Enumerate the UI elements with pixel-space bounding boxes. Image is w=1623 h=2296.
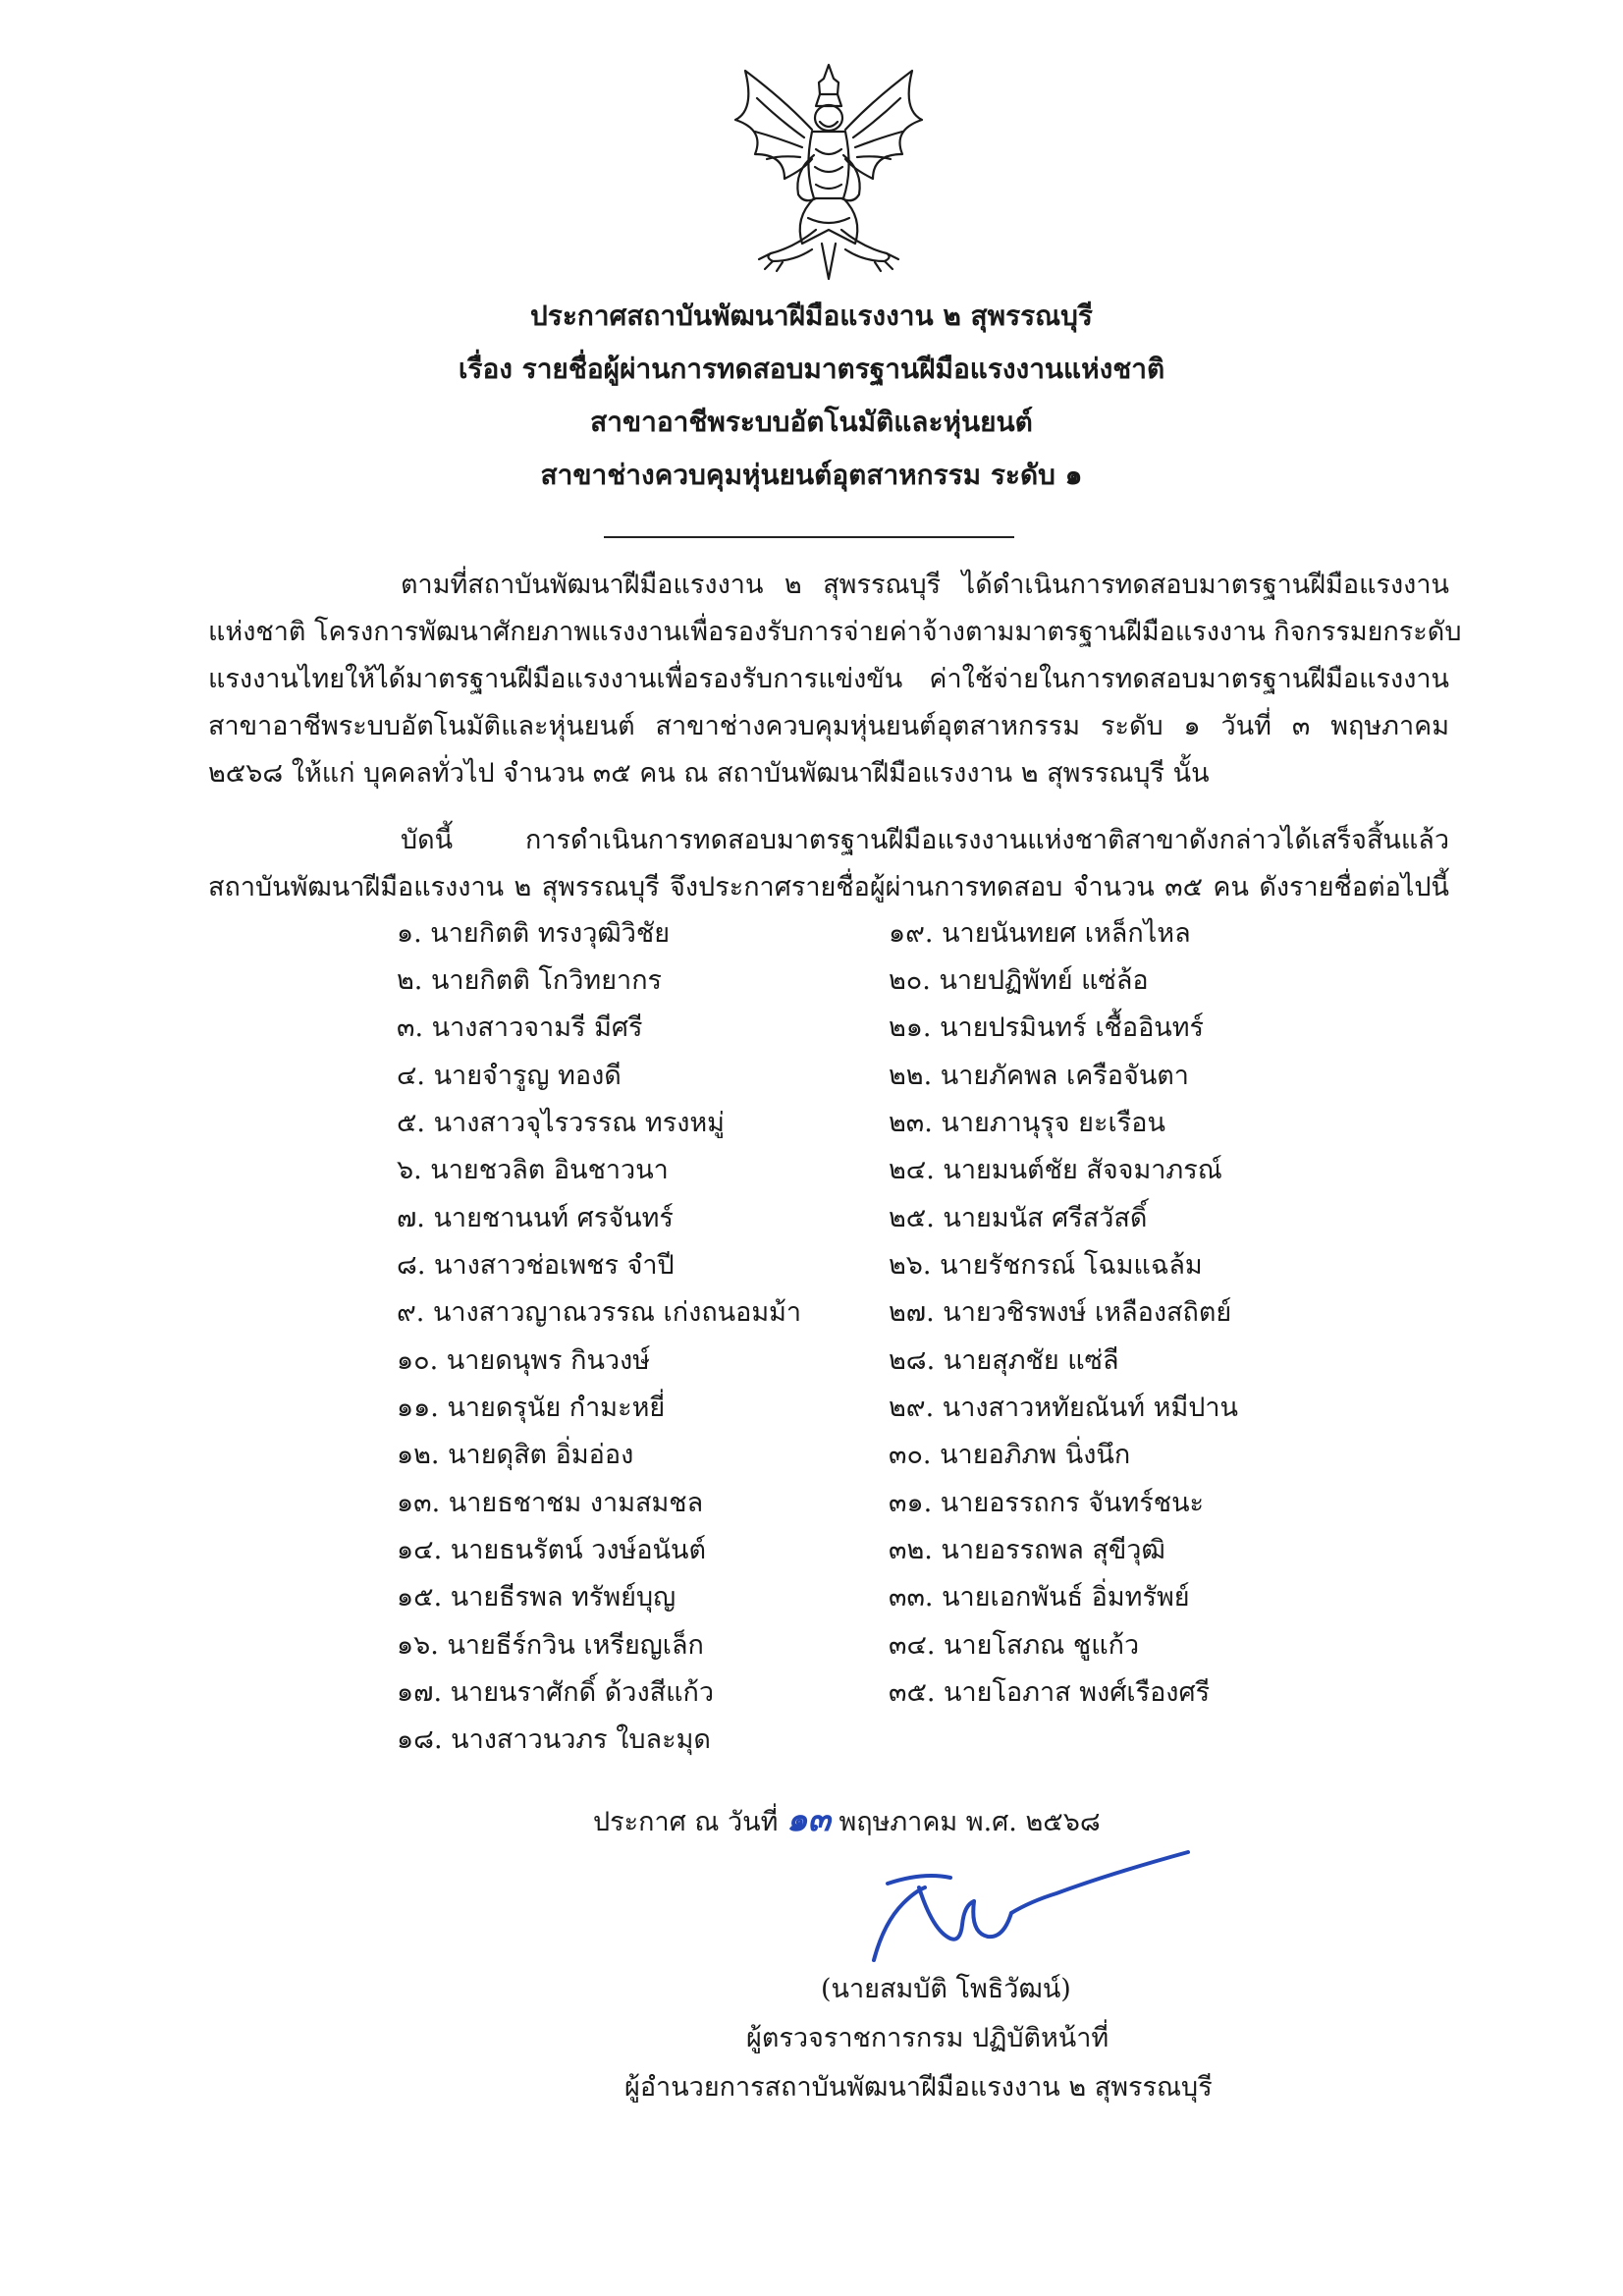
list-item: ๒๙. นางสาวหทัยณันท์ หมีปาน <box>889 1393 1238 1423</box>
list-item: ๓๐. นายอภิภพ นิ่งนึก <box>889 1440 1131 1470</box>
list-item: ๑๓. นายธชาชม งามสมชล <box>397 1488 704 1518</box>
date-day-handwritten: ๑๓ <box>786 1800 831 1839</box>
list-item: ๒๑. นายปรมินทร์ เชื้ออินทร์ <box>889 1012 1205 1043</box>
list-item: ๓. นางสาวจามรี มีศรี <box>397 1012 643 1043</box>
list-item: ๓๒. นายอรรถพล สุขีวุฒิ <box>889 1535 1165 1565</box>
date-prefix: ประกาศ ณ วันที่ <box>593 1807 779 1837</box>
paragraph-1-line-2: แห่งชาติ โครงการพัฒนาศักยภาพแรงงานเพื่อรองรับการจ่ายค่าจ้างตามมาตรฐานฝีมือแรงงาน กิจกรรมยกระดับ <box>208 617 1462 647</box>
announcement-subject: เรื่อง รายชื่อผู้ผ่านการทดสอบมาตรฐานฝีมือแรงงานแห่งชาติ <box>458 353 1165 385</box>
paragraph-2-line-2: สถาบันพัฒนาฝีมือแรงงาน ๒ สุพรรณบุรี จึงประกาศรายชื่อผู้ผ่านการทดสอบ จำนวน ๓๕ คน ดังรายชื่อต่อไปนี้ <box>208 872 1449 902</box>
garuda-emblem-icon <box>726 61 932 282</box>
paragraph-1-line-5: ๒๕๖๘ ให้แก่ บุคคลทั่วไป จำนวน ๓๕ คน ณ สถาบันพัฒนาฝีมือแรงงาน ๒ สุพรรณบุรี นั้น <box>208 758 1210 789</box>
list-item: ๙. นางสาวญาณวรรณ เก่งถนอมม้า <box>397 1297 802 1328</box>
list-item: ๑๐. นายดนุพร กินวงษ์ <box>397 1345 651 1376</box>
signatory-title-2: ผู้อำนวยการสถาบันพัฒนาฝีมือแรงงาน ๒ สุพรรณบุรี <box>624 2072 1213 2103</box>
list-item: ๑๙. นายนันทยศ เหล็กไหล <box>889 918 1191 949</box>
list-item: ๑๖. นายธีร์กวิน เหรียญเล็ก <box>397 1630 704 1661</box>
list-item: ๒๒. นายภัคพล เครือจันตา <box>889 1061 1189 1091</box>
list-item: ๒๐. นายปฏิพัทย์ แซ่ล้อ <box>889 965 1149 996</box>
list-item: ๖. นายชวลิต อินชาวนา <box>397 1155 669 1185</box>
list-item: ๓๕. นายโอภาส พงศ์เรืองศรี <box>889 1677 1211 1708</box>
paragraph-1-line-4: สาขาอาชีพระบบอัตโนมัติและหุ่นยนต์ สาขาช่างควบคุมหุ่นยนต์อุตสาหกรรม ระดับ ๑ วันที่ ๓ พฤษภาคม <box>208 711 1449 741</box>
handwritten-signature-icon <box>864 1844 1198 1977</box>
paragraph-2-line-1: บัดนี้ การดำเนินการทดสอบมาตรฐานฝีมือแรงงานแห่งชาติสาขาดังกล่าวได้เสร็จสิ้นแล้ว <box>401 825 1449 855</box>
list-item: ๒๓. นายภานุรุจ ยะเรือน <box>889 1108 1165 1138</box>
date-suffix: พฤษภาคม พ.ศ. ๒๕๖๘ <box>839 1807 1101 1837</box>
skill-branch-level: สาขาช่างควบคุมหุ่นยนต์อุตสาหกรรม ระดับ ๑ <box>540 459 1083 491</box>
list-item: ๓๑. นายอรรถกร จันทร์ชนะ <box>889 1488 1205 1518</box>
list-item: ๑๘. นางสาวนวภร ใบละมุด <box>397 1724 711 1755</box>
signatory-title-1: ผู้ตรวจราชการกรม ปฏิบัติหน้าที่ <box>746 2023 1109 2053</box>
list-item: ๑. นายกิตติ ทรงวุฒิวิชัย <box>397 918 671 949</box>
list-item: ๑๗. นายนราศักดิ์ ด้วงสีแก้ว <box>397 1677 715 1708</box>
list-item: ๘. นางสาวช่อเพชร จำปี <box>397 1250 675 1281</box>
announcement-title: ประกาศสถาบันพัฒนาฝีมือแรงงาน ๒ สุพรรณบุรี <box>530 300 1093 332</box>
list-item: ๒๕. นายมนัส ศรีสวัสดิ์ <box>889 1203 1148 1233</box>
list-item: ๒๗. นายวชิรพงษ์ เหลืองสถิตย์ <box>889 1297 1232 1328</box>
list-item: ๗. นายชานนท์ ศรจันทร์ <box>397 1203 674 1233</box>
list-item: ๑๑. นายดรุนัย กำมะหยี่ <box>397 1393 666 1423</box>
list-item: ๑๔. นายธนรัตน์ วงษ์อนันต์ <box>397 1535 706 1565</box>
list-item: ๒๔. นายมนต์ชัย สัจจมาภรณ์ <box>889 1155 1222 1185</box>
list-item: ๒. นายกิตติ โกวิทยากร <box>397 965 663 996</box>
signatory-name: (นายสมบัติ โพธิวัฒน์) <box>821 1974 1071 2004</box>
list-item: ๓๔. นายโสภณ ชูแก้ว <box>889 1630 1140 1661</box>
paragraph-1-line-3: แรงงานไทยให้ได้มาตรฐานฝีมือแรงงานเพื่อรองรับการแข่งขัน ค่าใช้จ่ายในการทดสอบมาตรฐานฝีมือแรงงาน <box>208 664 1449 694</box>
list-item: ๑๕. นายธีรพล ทรัพย์บุญ <box>397 1582 676 1613</box>
header-divider <box>604 536 1014 538</box>
occupation-branch: สาขาอาชีพระบบอัตโนมัติและหุ่นยนต์ <box>590 406 1033 438</box>
announcement-date <box>593 1800 1101 1839</box>
list-item: ๔. นายจำรูญ ทองดี <box>397 1061 622 1091</box>
paragraph-1-line-1: ตามที่สถาบันพัฒนาฝีมือแรงงาน ๒ สุพรรณบุรี ได้ดำเนินการทดสอบมาตรฐานฝีมือแรงงาน <box>401 570 1449 600</box>
list-item: ๕. นางสาวจุไรวรรณ ทรงหมู่ <box>397 1108 725 1138</box>
list-item: ๒๘. นายสุภชัย แซ่ลี <box>889 1345 1119 1376</box>
list-item: ๒๖. นายรัชกรณ์ โฉมแฉล้ม <box>889 1250 1203 1281</box>
list-item: ๓๓. นายเอกพันธ์ อิ่มทรัพย์ <box>889 1582 1190 1613</box>
list-item: ๑๒. นายดุสิต อิ่มอ่อง <box>397 1440 634 1470</box>
